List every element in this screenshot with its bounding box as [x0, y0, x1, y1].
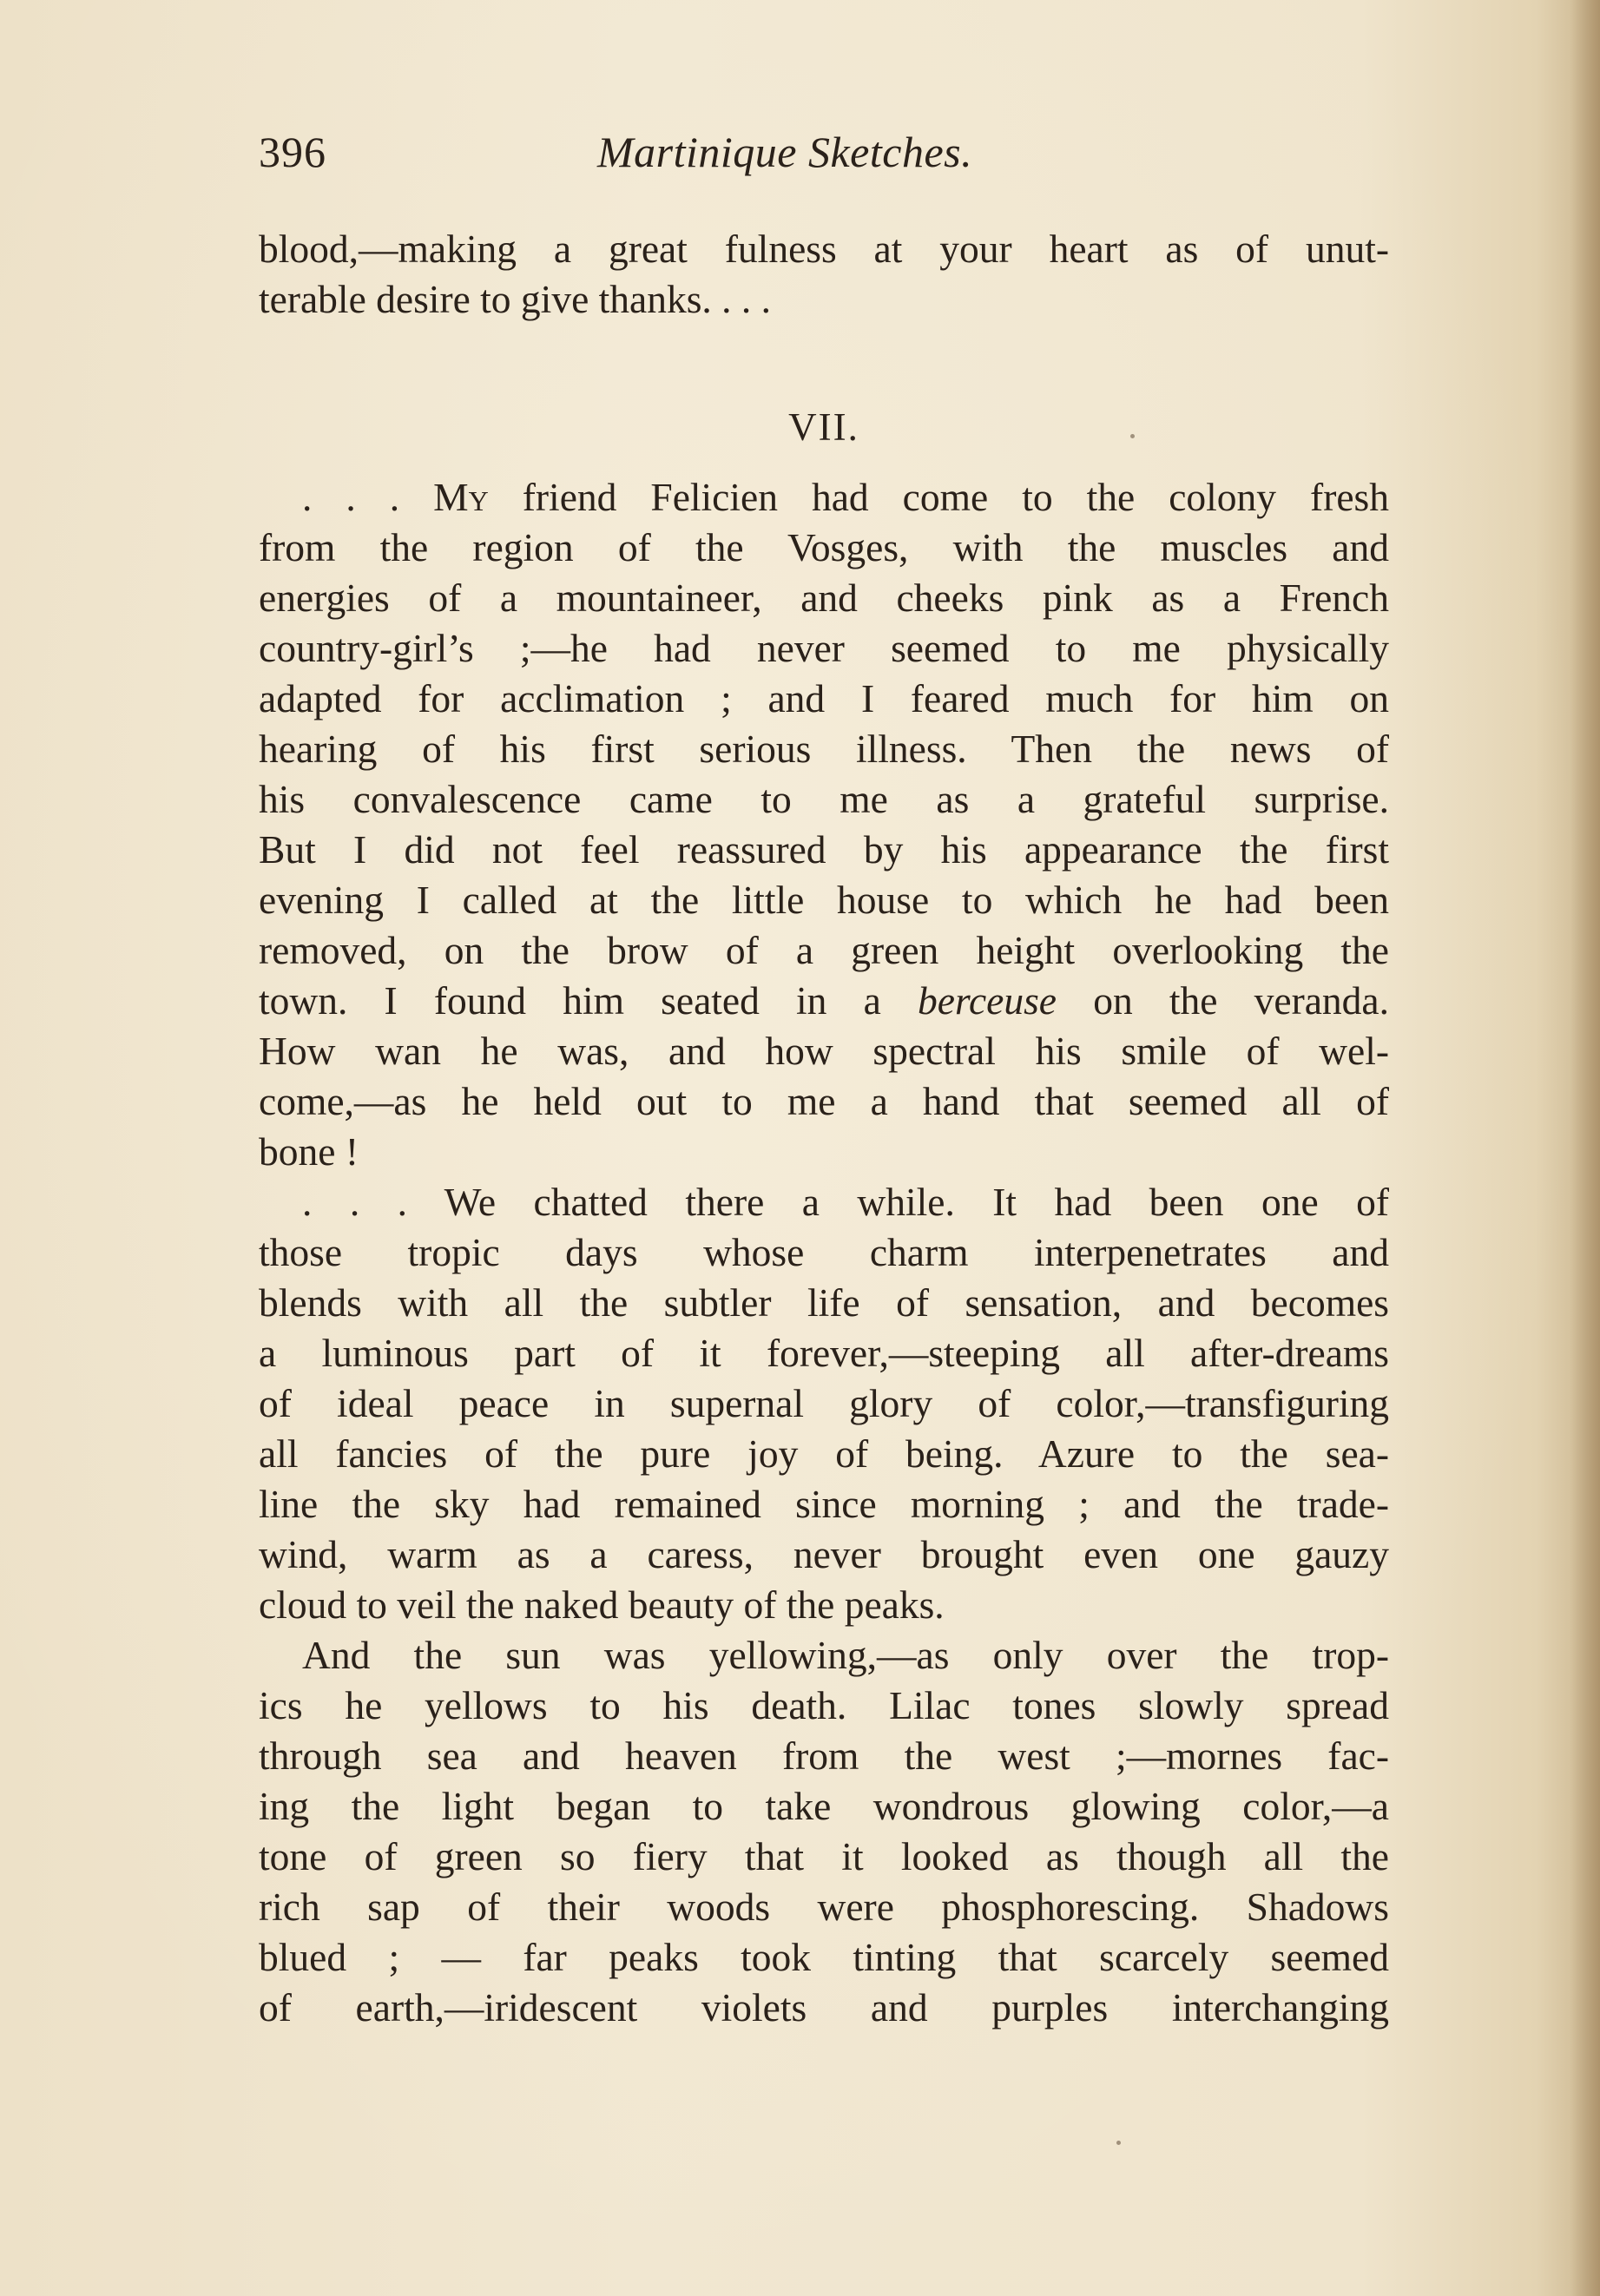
text-line: But I did not feel reassured by his appearance the first	[259, 827, 1389, 872]
text-line: adapted for acclimation ; and I feared much for him on	[259, 676, 1389, 720]
text-line: through sea and heaven from the west ;—mornes fac-	[259, 1734, 1389, 1778]
running-head	[259, 127, 1389, 196]
text-line	[259, 472, 1389, 523]
page-number: 396	[259, 128, 326, 176]
text-line	[259, 1177, 1389, 1227]
text-line: line the sky had remained since morning ; and the trade-	[259, 1482, 1389, 1526]
text-line: tone of green so fiery that it looked as though all the	[259, 1834, 1389, 1878]
small-caps-word: My	[433, 475, 489, 519]
gutter-shadow	[1570, 0, 1600, 2296]
text-line: come,—as he held out to me a hand that seemed all of	[259, 1079, 1389, 1123]
text-line: blood,—making a great fulness at your heart as of unut-	[259, 227, 1389, 271]
text-line	[259, 1630, 1389, 1681]
line-text: . . . My friend Felicien had come to the colony fresh	[302, 475, 1389, 519]
text-line: How wan he was, and how spectral his smile of wel-	[259, 1029, 1389, 1073]
text-line: cloud to veil the naked beauty of the peaks.	[259, 1582, 945, 1627]
text-line: energies of a mountaineer, and cheeks pink as a French	[259, 576, 1389, 620]
text-line: those tropic days whose charm interpenetrates and	[259, 1230, 1389, 1274]
text-line: his convalescence came to me as a grateful surprise.	[259, 777, 1389, 821]
section-number: VII.	[788, 405, 859, 449]
text-line: evening I called at the little house to which he had been	[259, 878, 1389, 922]
text-line: of earth,—iridescent violets and purples interchanging	[259, 1985, 1389, 2030]
text-line: a luminous part of it forever,—steeping all after-dreams	[259, 1331, 1389, 1375]
paper-speck	[1130, 434, 1135, 438]
text-line: terable desire to give thanks. . . .	[259, 277, 772, 321]
text-line: from the region of the Vosges, with the muscles and	[259, 525, 1389, 569]
text-line: ing the light began to take wondrous glowing color,—a	[259, 1784, 1389, 1828]
text-line: blued ; — far peaks took tinting that scarcely seemed	[259, 1935, 1389, 1979]
text-line: blends with all the subtler life of sensation, and becomes	[259, 1280, 1389, 1325]
text-line: removed, on the brow of a green height overlooking the	[259, 928, 1389, 972]
line-text: And the sun was yellowing,—as only over the trop-	[302, 1633, 1389, 1677]
text-line: ics he yellows to his death. Lilac tones slowly spread	[259, 1683, 1389, 1727]
continuation-paragraph	[259, 224, 1389, 325]
book-title: Martinique Sketches.	[597, 128, 973, 176]
section-body	[259, 472, 1389, 2033]
text-line: all fancies of the pure joy of being. Azure to the sea-	[259, 1431, 1389, 1476]
text-line: country-girl’s ;—he had never seemed to me physically	[259, 626, 1389, 670]
text-line: of ideal peace in supernal glory of color,—transfiguring	[259, 1381, 1389, 1425]
italic-word: berceuse	[918, 978, 1057, 1023]
text-line: rich sap of their woods were phosphorescing. Shadows	[259, 1885, 1389, 1929]
paper-speck	[1116, 2141, 1121, 2145]
text-line: town. I found him seated in a berceuse on the veranda.	[259, 978, 1389, 1023]
text-line: wind, warm as a caress, never brought even one gauzy	[259, 1532, 1389, 1576]
line-text: . . . We chatted there a while. It had been one of	[302, 1180, 1389, 1224]
text-line: bone !	[259, 1129, 359, 1174]
text-line: hearing of his first serious illness. Then the news of	[259, 727, 1389, 771]
